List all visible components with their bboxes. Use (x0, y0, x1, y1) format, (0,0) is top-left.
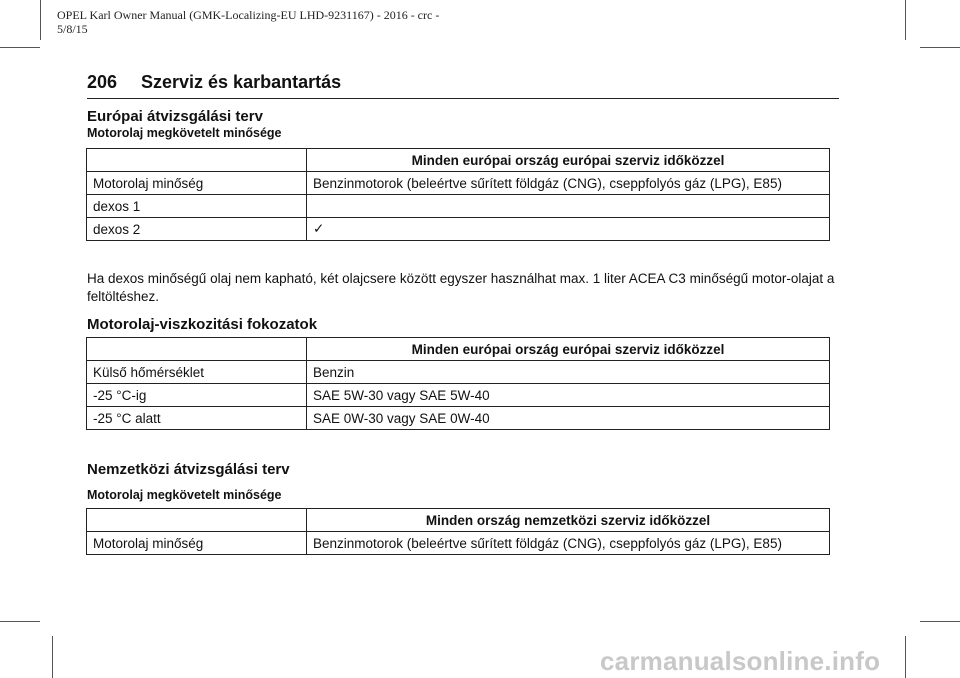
table-row (87, 195, 830, 218)
table-header-cell: Minden európai ország európai szerviz időközzel (307, 149, 830, 172)
crop-mark (0, 621, 40, 622)
table-header-row (87, 338, 830, 361)
page-number: 206 (87, 72, 118, 92)
table-row (87, 172, 830, 195)
table-header-cell: Minden európai ország európai szerviz időközzel (307, 338, 830, 361)
page-heading (87, 70, 839, 99)
crop-mark (0, 47, 40, 48)
table-cell: dexos 1 (87, 195, 307, 218)
crop-mark (40, 0, 41, 40)
table-row (87, 532, 830, 555)
section-title-viscosity: Motorolaj-viszkozitási fokozatok (87, 316, 318, 333)
table-cell: -25 °C-ig (87, 384, 307, 407)
table-header-cell (87, 509, 307, 532)
crop-mark (920, 621, 960, 622)
subtitle-oil-quality-intl: Motorolaj megkövetelt minősége (87, 488, 282, 502)
note-paragraph: Ha dexos minőségű olaj nem kapható, két olajcsere között egyszer használhat max. 1 liter ACEA C3 minőségű motor-olajat a feltöltéshez. (87, 271, 835, 304)
table-header-row (87, 509, 830, 532)
section-title-european: Európai átvizsgálási terv (87, 108, 263, 125)
table-cell: Külső hőmérséklet (87, 361, 307, 384)
crop-mark (905, 636, 906, 678)
table-oil-quality-eu (86, 148, 830, 241)
print-header-line2: 5/8/15 (57, 22, 88, 36)
table-header-cell (87, 149, 307, 172)
table-cell: Benzinmotorok (beleértve sűrített földgáz (CNG), cseppfolyós gáz (LPG), E85) (307, 532, 830, 555)
check-mark-icon: ✓ (307, 218, 830, 241)
table-row (87, 361, 830, 384)
crop-mark (920, 47, 960, 48)
table-header-row (87, 149, 830, 172)
print-header (57, 8, 439, 36)
table-viscosity (86, 337, 830, 430)
table-cell: Benzin (307, 361, 830, 384)
section-title-international: Nemzetközi átvizsgálási terv (87, 461, 290, 478)
table-row (87, 218, 830, 241)
crop-mark (905, 0, 906, 40)
table-cell: dexos 2 (87, 218, 307, 241)
table-cell: Motorolaj minőség (87, 532, 307, 555)
table-header-cell: Minden ország nemzetközi szerviz időközzel (307, 509, 830, 532)
table-cell: Benzinmotorok (beleértve sűrített földgáz (CNG), cseppfolyós gáz (LPG), E85) (307, 172, 830, 195)
chapter-title: Szerviz és karbantartás (141, 72, 342, 92)
table-cell: -25 °C alatt (87, 407, 307, 430)
table-cell (307, 195, 830, 218)
subtitle-oil-quality-eu: Motorolaj megkövetelt minősége (87, 126, 282, 140)
table-header-cell (87, 338, 307, 361)
watermark-text: carmanualsonline.info (600, 646, 881, 676)
table-row (87, 384, 830, 407)
print-header-line1: OPEL Karl Owner Manual (GMK-Localizing-EU LHD-9231167) - 2016 - crc - (57, 8, 440, 22)
crop-mark (52, 636, 53, 678)
table-oil-quality-intl (86, 508, 830, 555)
table-cell: SAE 5W-30 vagy SAE 5W-40 (307, 384, 830, 407)
table-cell: Motorolaj minőség (87, 172, 307, 195)
table-row (87, 407, 830, 430)
table-cell: SAE 0W-30 vagy SAE 0W-40 (307, 407, 830, 430)
